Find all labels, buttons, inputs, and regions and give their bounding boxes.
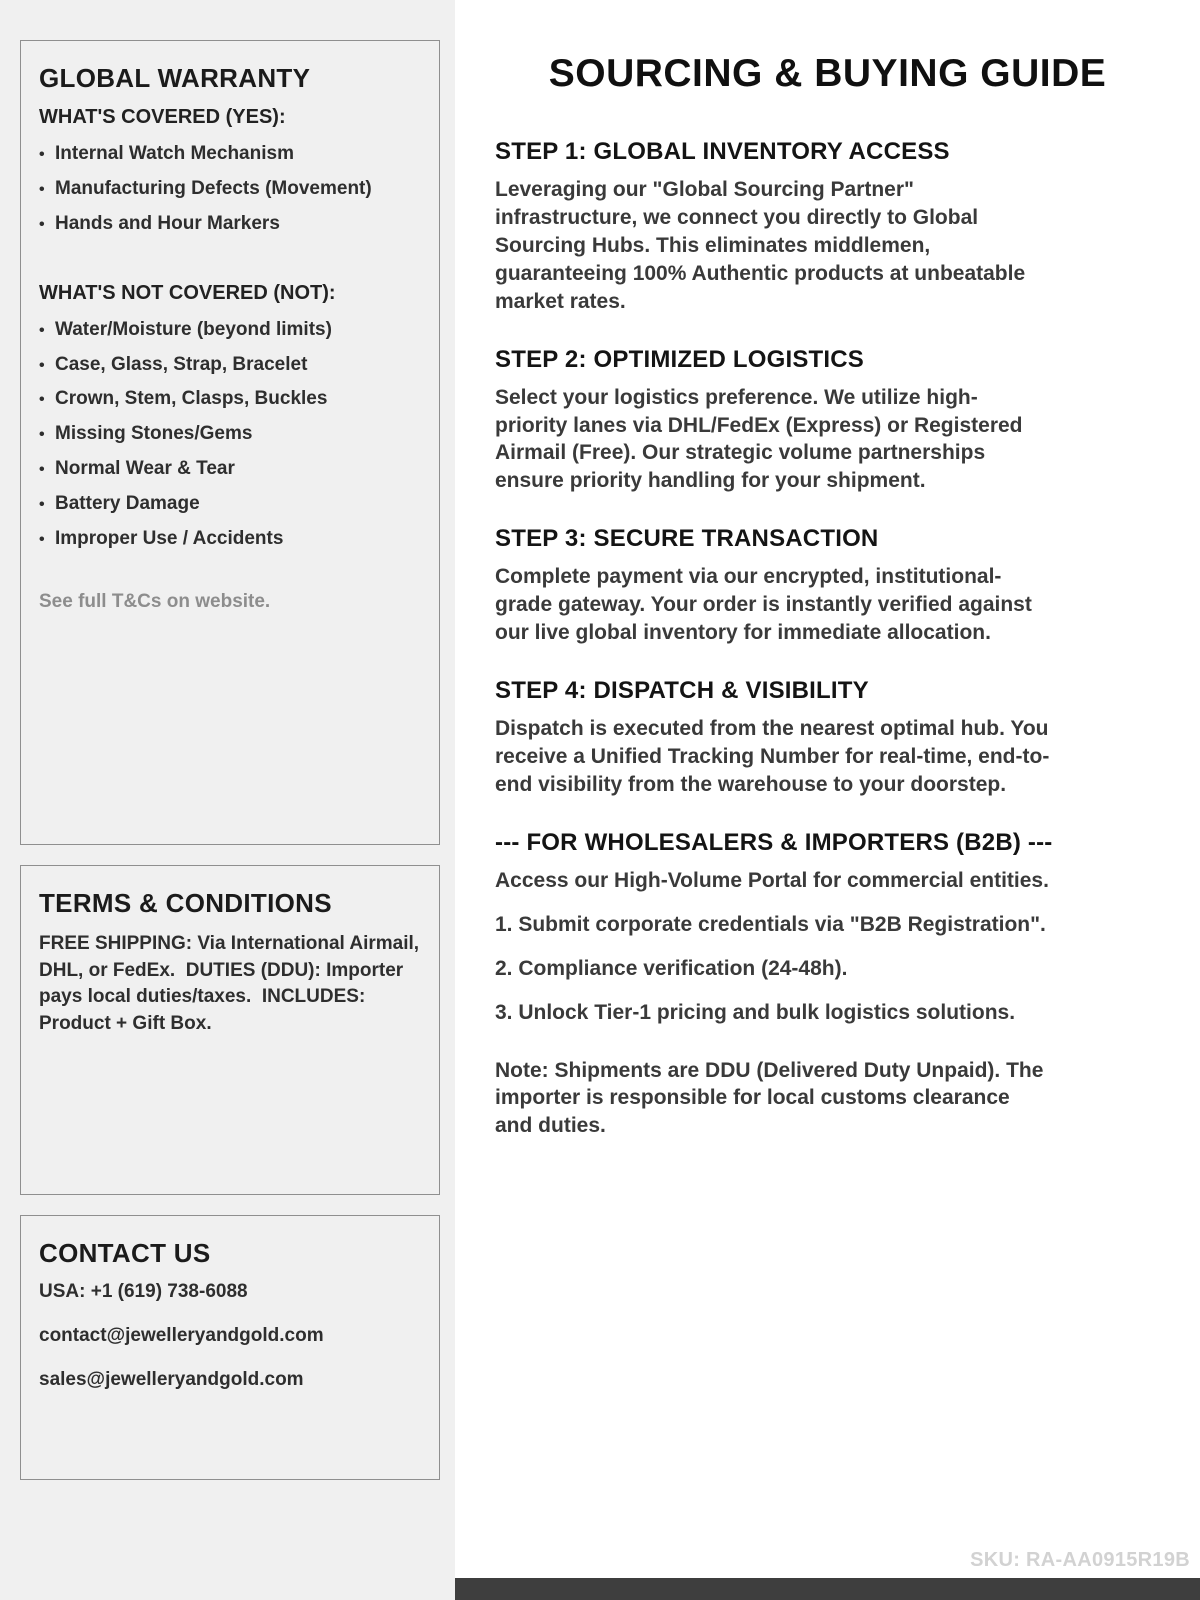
list-item: • Hands and Hour Markers: [39, 207, 421, 242]
not-covered-list: [39, 313, 421, 557]
b2b-intro: Access our High-Volume Portal for commercial entities.: [495, 868, 1049, 892]
terms-title: TERMS & CONDITIONS: [39, 888, 332, 918]
sku-label: SKU: RA-AA0915R19B: [970, 1549, 1190, 1571]
step-2-section: [495, 346, 1160, 496]
b2b-heading: --- FOR WHOLESALERS & IMPORTERS (B2B) ---: [495, 828, 1053, 856]
list-item: • Internal Watch Mechanism: [39, 137, 421, 172]
b2b-note: Note: Shipments are DDU (Delivered Duty Unpaid). The importer is responsible for local customs clearance and duties.: [495, 1058, 1044, 1138]
footer-bar: [455, 1578, 1200, 1600]
list-item: • Manufacturing Defects (Movement): [39, 172, 421, 207]
sales-email: sales@jewelleryandgold.com: [39, 1369, 304, 1390]
step-4-section: [495, 677, 1160, 799]
step-1-body: Leveraging our "Global Sourcing Partner" infrastructure, we connect you directly to Global Sourcing Hubs. This eliminates middlemen, guaranteeing 100% Authentic products at unbeatable market rates.: [495, 178, 1026, 313]
b2b-item-1: 1. Submit corporate credentials via "B2B Registration".: [495, 912, 1046, 936]
not-covered-heading: WHAT'S NOT COVERED (NOT):: [39, 281, 336, 304]
covered-heading: WHAT'S COVERED (YES):: [39, 106, 286, 128]
main-content: [455, 0, 1200, 1600]
contact-phone: USA: +1 (619) 738-6088: [39, 1281, 248, 1302]
list-item: • Case, Glass, Strap, Bracelet: [39, 348, 421, 383]
step-3-body: Complete payment via our encrypted, institutional-grade gateway. Your order is instantly verified against our live global inventory for immediate allocation.: [495, 565, 1032, 645]
list-item: • Improper Use / Accidents: [39, 522, 421, 557]
list-item: • Water/Moisture (beyond limits): [39, 313, 421, 348]
contact-title: CONTACT US: [39, 1238, 211, 1268]
step-2-body: Select your logistics preference. We utilize high-priority lanes via DHL/FedEx (Express) or Registered Airmail (Free). Our strategic volume partnerships ensure priority handling for your shipment.: [495, 385, 1023, 493]
step-3-heading: STEP 3: SECURE TRANSACTION: [495, 525, 879, 553]
terms-section: [20, 865, 440, 1195]
global-warranty-section: [20, 40, 440, 845]
contact-section: [20, 1215, 440, 1480]
step-3-section: [495, 525, 1160, 647]
b2b-item-2: 2. Compliance verification (24-48h).: [495, 956, 848, 980]
list-item: • Battery Damage: [39, 487, 421, 522]
warranty-title: GLOBAL WARRANTY: [39, 63, 311, 93]
step-1-section: [495, 138, 1160, 316]
b2b-item-3: 3. Unlock Tier-1 pricing and bulk logistics solutions.: [495, 1000, 1016, 1024]
contact-email: contact@jewelleryandgold.com: [39, 1325, 324, 1346]
list-item: • Missing Stones/Gems: [39, 417, 421, 452]
step-4-body: Dispatch is executed from the nearest optimal hub. You receive a Unified Tracking Number for real-time, end-to-end visibility from the warehouse to your doorstep.: [495, 717, 1050, 796]
sidebar: [0, 0, 455, 1600]
step-1-heading: STEP 1: GLOBAL INVENTORY ACCESS: [495, 138, 950, 165]
list-item: • Normal Wear & Tear: [39, 452, 421, 487]
warranty-footnote: See full T&Cs on website.: [39, 590, 271, 612]
list-item: • Crown, Stem, Clasps, Buckles: [39, 382, 421, 417]
covered-list: [39, 137, 421, 242]
page-title: SOURCING & BUYING GUIDE: [548, 52, 1107, 95]
step-4-heading: STEP 4: DISPATCH & VISIBILITY: [495, 677, 869, 705]
step-2-heading: STEP 2: OPTIMIZED LOGISTICS: [495, 345, 864, 373]
b2b-section: [495, 829, 1160, 1140]
terms-body: FREE SHIPPING: Via International Airmail, DHL, or FedEx. DUTIES (DDU): Importer pays local duties/taxes. INCLUDES: Product + Gift Box.: [39, 933, 425, 1034]
